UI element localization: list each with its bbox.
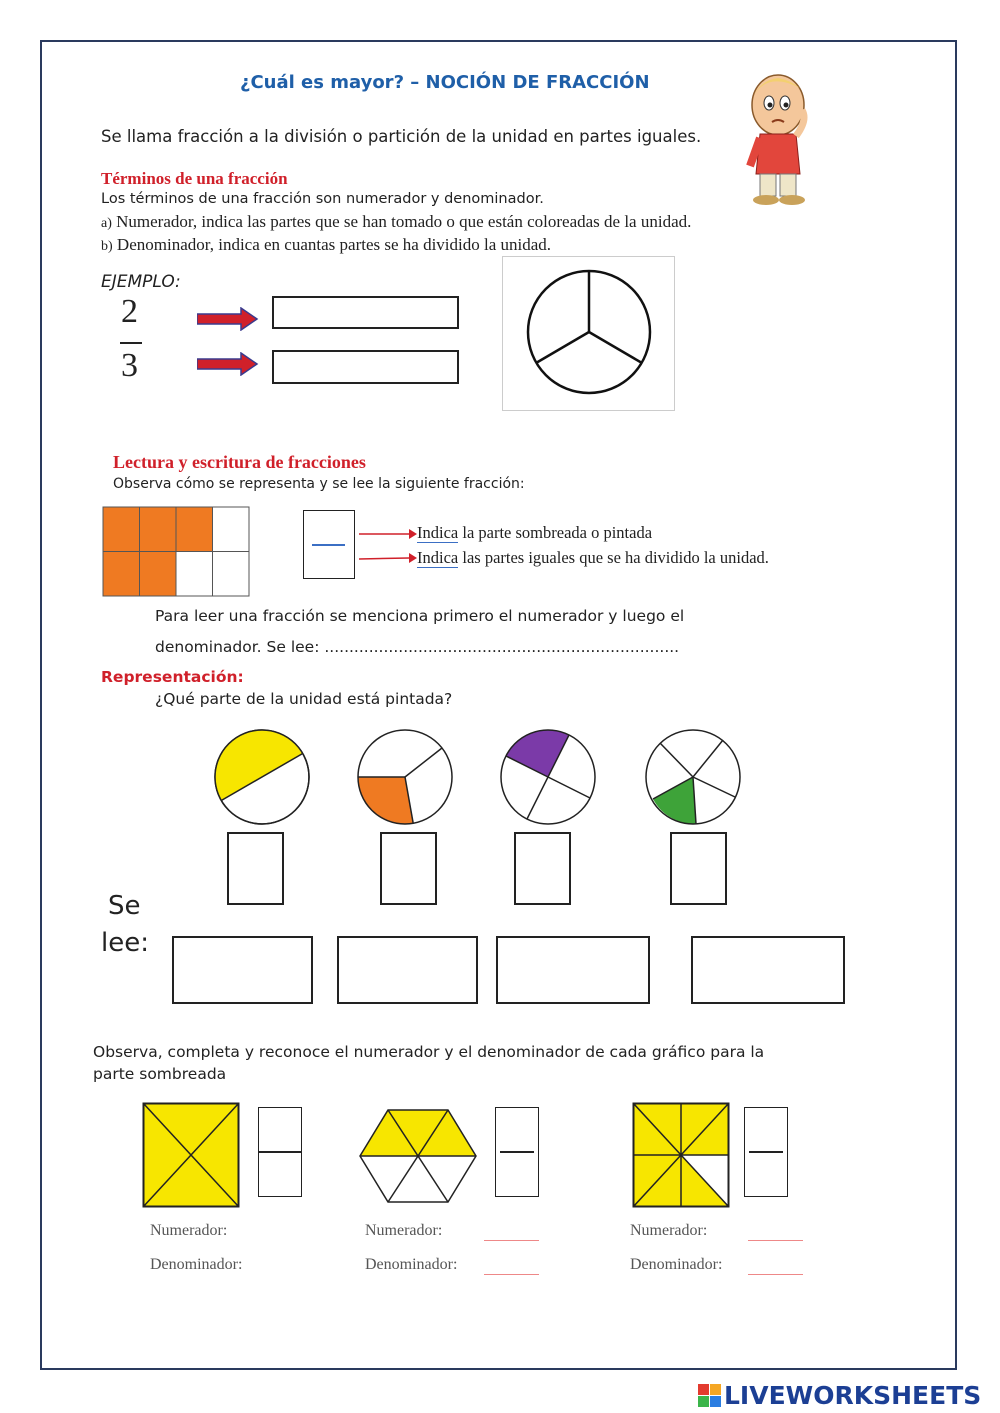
item-a-marker: a) (101, 216, 112, 231)
fraction-answer-box-2[interactable] (495, 1107, 539, 1197)
representation-heading: Representación: (101, 668, 244, 686)
square-eighths-diagram (632, 1102, 730, 1208)
circle-half-diagram (212, 727, 312, 827)
fraction-line (749, 1151, 783, 1153)
fraction-line (259, 1151, 301, 1153)
example-denominator: 3 (121, 347, 138, 384)
liveworksheets-logo (698, 1381, 981, 1410)
se-lee-label-1: Se (108, 891, 141, 921)
reading-input-1[interactable] (172, 936, 313, 1004)
indica-rest: la parte sombreada o pintada (458, 523, 653, 542)
item-b-text: Denominador, indica en cuantas partes se ha dividido la unidad. (116, 235, 552, 254)
fraction-answer-box-1[interactable] (258, 1107, 302, 1197)
observe-line-1: Observa, completa y reconoce el numerador y el denominador de cada gráfico para la (93, 1043, 765, 1061)
fraction-answer-box-3[interactable] (744, 1107, 788, 1197)
denominator-answer-input[interactable] (272, 350, 459, 384)
numerator-answer-input[interactable] (272, 296, 459, 329)
brand-text: LIVEWORKSHEETS (724, 1381, 982, 1410)
circle-thirds-diagram (503, 257, 674, 410)
circle-quarters-diagram (498, 727, 598, 827)
denominador-label-1: Denominador: (150, 1256, 243, 1273)
fraction-input-3[interactable] (514, 832, 571, 905)
lws-logo-icon (698, 1384, 722, 1408)
numerador-answer-line[interactable] (484, 1240, 539, 1241)
boy-illustration (738, 70, 818, 208)
reading-input-2[interactable] (337, 936, 478, 1004)
indica-rest: las partes iguales que se ha dividido la unidad. (458, 548, 769, 567)
indica-line-2 (417, 548, 769, 568)
arrow-right-icon (197, 352, 259, 376)
square-quarters-diagram (142, 1102, 240, 1208)
example-numerator: 2 (121, 293, 138, 330)
circle-fifths-diagram (643, 727, 743, 827)
reading-subtitle: Observa cómo se representa y se lee la siguiente fracción: (113, 476, 525, 492)
item-a-text: Numerador, indica las partes que se han tomado o que están coloreadas de la unidad. (116, 212, 692, 231)
item-b-marker: b) (101, 239, 113, 254)
numerador-label-3: Numerador: (630, 1222, 708, 1239)
fraction-input-1[interactable] (227, 832, 284, 905)
indica-line-1 (417, 523, 652, 543)
representation-question: ¿Qué parte de la unidad está pintada? (155, 690, 453, 708)
red-arrows-icon (357, 524, 419, 568)
indica-word: Indica (417, 548, 459, 567)
terms-line: Los términos de una fracción son numerador y denominador. (101, 191, 544, 207)
numerador-label-1: Numerador: (150, 1222, 228, 1239)
hexagon-sixths-diagram (358, 1108, 478, 1204)
fraction-bar (120, 342, 142, 344)
example-label: EJEMPLO: (101, 272, 181, 292)
fraction-line (500, 1151, 534, 1153)
fraction-answer-box[interactable] (303, 510, 355, 579)
reading-input-3[interactable] (496, 936, 650, 1004)
fraction-line (312, 544, 345, 546)
reading-paragraph-1: Para leer una fracción se menciona primero el numerador y luego el (155, 607, 685, 625)
observe-line-2: parte sombreada (93, 1065, 227, 1083)
fraction-input-2[interactable] (380, 832, 437, 905)
reading-input-4[interactable] (691, 936, 845, 1004)
example-circle-frame (502, 256, 675, 411)
numerador-answer-line[interactable] (748, 1240, 803, 1241)
fraction-input-4[interactable] (670, 832, 727, 905)
se-lee-label-2: lee: (101, 928, 149, 958)
numerador-label-2: Numerador: (365, 1222, 443, 1239)
denominador-label-2: Denominador: (365, 1256, 458, 1273)
terms-heading: Términos de una fracción (101, 169, 288, 188)
denominador-answer-line[interactable] (748, 1274, 803, 1275)
orange-grid-diagram (102, 506, 250, 598)
page-title: ¿Cuál es mayor? – NOCIÓN DE FRACCIÓN (240, 72, 650, 93)
denominador-answer-line[interactable] (484, 1274, 539, 1275)
circle-thirds-diagram (355, 727, 455, 827)
arrow-right-icon (197, 307, 259, 331)
reading-paragraph-2: denominador. Se lee: ........................................................................ (155, 638, 680, 656)
indica-word: Indica (417, 523, 459, 542)
denominador-label-3: Denominador: (630, 1256, 723, 1273)
intro-text: Se llama fracción a la división o partición de la unidad en partes iguales. (101, 127, 702, 146)
reading-heading: Lectura y escritura de fracciones (113, 452, 366, 472)
